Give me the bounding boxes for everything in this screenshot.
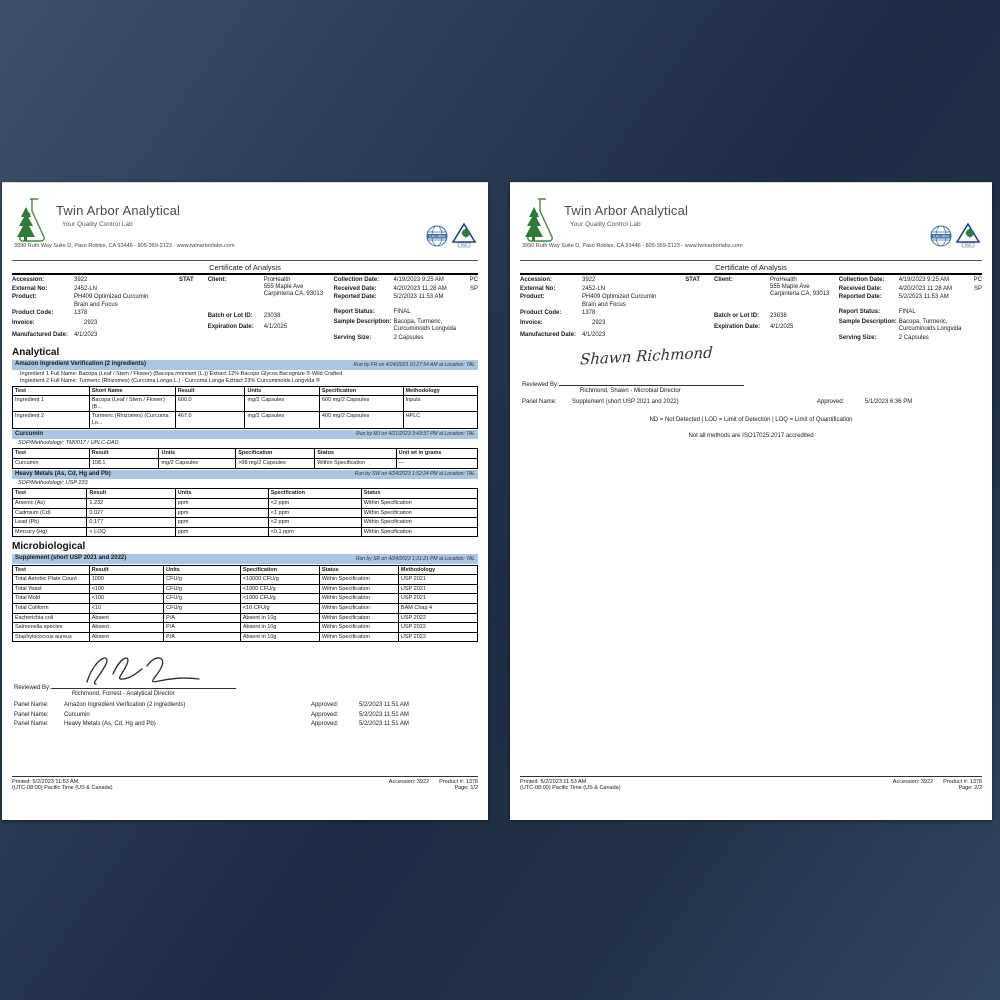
expiration-date-label: Expiration Date: — [714, 323, 761, 330]
report-status-label: Report Status: — [333, 308, 375, 315]
reported-date-value: 5/2/2023 11:53 AM — [898, 294, 949, 301]
table-cell: <1 ppm — [268, 508, 361, 518]
table-cell: Within Specification — [361, 518, 477, 528]
review-block — [12, 648, 478, 700]
page-footer — [12, 776, 478, 792]
page-number: Page: 1/2 — [454, 785, 478, 792]
heavy-metals-run-info: Run by SW on 4/24/2023 1:52:24 PM at Location: TAL — [354, 471, 475, 478]
reviewer-name-title: Richmond, Shawn - Microbial Director — [580, 388, 681, 395]
column-header: Test — [13, 565, 90, 575]
table-cell: 600 mg/2 Capsules — [319, 396, 403, 412]
supplement-title: Supplement (short USP 2021 and 2022) — [15, 555, 127, 562]
product-value: PH409 Optimized Curcumin Brain and Focus — [582, 294, 657, 308]
manufactured-date-label: Manufactured Date: — [12, 331, 69, 338]
external-no-value: 2452-LN — [74, 285, 98, 292]
panel-name-label: Panel Name: — [14, 720, 49, 727]
table-cell: Arsenic (As) — [13, 499, 87, 509]
supplement-table — [12, 565, 478, 643]
page-footer — [520, 776, 982, 792]
panel-name-label: Panel Name: — [14, 702, 49, 709]
microbiological-heading: Microbiological — [12, 541, 86, 553]
external-no-label: External No: — [12, 285, 48, 292]
collection-date-value: 4/19/2023 9:25 AM — [393, 277, 444, 283]
table-cell: 400 mg/2 Capsules — [319, 412, 403, 428]
table-cell: P/A — [164, 623, 241, 633]
page-header — [520, 197, 982, 259]
client-label: Client: — [207, 277, 227, 283]
approved-datetime: 5/2/2023 11:51 AM — [358, 720, 409, 727]
table-cell: <2 ppm — [268, 518, 361, 528]
table-cell: Ingredient 2 — [13, 412, 90, 428]
ingredient-1-full-name: Ingredient 1 Full Name: Bacopa (Leaf / Stem / Flower) (Bacopa monnieri (L.)) Extract 12% Bacopa Glycos Bacognize ® Wild Crafted — [20, 370, 343, 377]
batch-lot-value: 23038 — [263, 312, 281, 319]
table-cell: <100 — [89, 584, 163, 594]
table-row — [13, 613, 478, 623]
collection-flag: PC — [469, 277, 478, 283]
company-name: Twin Arbor Analytical — [56, 203, 181, 218]
column-header: Status — [319, 565, 398, 575]
footer-product: Product #: 1378 — [439, 778, 478, 785]
company-tagline: Your Quality Control Lab — [570, 220, 641, 228]
approved-label: Approved: — [310, 702, 339, 709]
table-cell: mg/2 Capsules — [159, 459, 236, 469]
invoice-label: Invoice: — [12, 320, 35, 327]
table-cell: <10 CFU/g — [240, 603, 319, 613]
results-table — [12, 448, 478, 468]
manufactured-date-value: 4/1/2023 — [582, 331, 606, 338]
analytical-heading: Analytical — [12, 347, 60, 359]
table-row — [13, 412, 478, 428]
table-cell: Within Specification — [361, 527, 477, 537]
collection-flag: PC — [973, 277, 982, 283]
table-header-row — [13, 565, 478, 575]
company-address: 3990 Ruth Way Suite D, Paso Robles, CA 93446 - 805-369-2123 - www.twinarborlabs.com — [14, 243, 235, 249]
certificate-page-1 — [2, 182, 488, 820]
table-cell: Mercury (Hg) — [13, 527, 87, 537]
table-cell: Within Specification — [319, 632, 398, 642]
panel-name-value: Heavy Metals (As, Cd, Hg and Pb) — [64, 720, 156, 727]
certificate-title: Certificate of Analysis — [209, 262, 281, 272]
table-row — [13, 632, 478, 642]
supplement-bar — [12, 554, 478, 563]
panel-name-label: Panel Name: — [14, 711, 49, 718]
reported-date-value: 5/2/2023 11:53 AM — [393, 294, 444, 301]
table-cell: Within Specification — [361, 508, 477, 518]
table-cell: <1000 CFU/g — [240, 594, 319, 604]
table-row — [13, 575, 478, 585]
product-code-value: 1378 — [582, 310, 596, 317]
table-cell: Cadmium (Cd) — [13, 508, 87, 518]
panel-approval-row — [520, 399, 982, 406]
table-row — [13, 584, 478, 594]
column-header: Unit wt in grams — [396, 449, 477, 459]
ilac-mra-logo-icon — [426, 225, 448, 250]
footnotes — [520, 417, 982, 440]
accession-value: 3922 — [582, 277, 596, 283]
table-cell: USP 2022 — [398, 613, 477, 623]
table-row — [13, 396, 478, 412]
reported-date-label: Reported Date: — [333, 294, 377, 301]
accession-label: Accession: — [12, 277, 45, 283]
table-row — [13, 459, 478, 469]
table-cell: <10 — [89, 603, 163, 613]
column-header: Units — [245, 386, 319, 396]
approved-label: Approved: — [816, 399, 845, 406]
product-value: PH409 Optimized Curcumin Brain and Focus — [74, 294, 149, 308]
column-header: Units — [159, 449, 236, 459]
flask-tree-logo-icon — [14, 197, 52, 246]
footer-accession: Accession: 3922 — [892, 778, 934, 785]
column-header: Specification — [268, 489, 361, 499]
table-cell: ppm — [175, 527, 268, 537]
curcumin-sop: SOP/Methodology: TM0017 / UPLC-DAD — [18, 439, 119, 446]
timezone: (UTC-08:00) Pacific Time (US & Canada) — [520, 785, 621, 792]
table-cell: Lead (Pb) — [13, 518, 87, 528]
table-cell: Within Specification — [361, 499, 477, 509]
panel-name-value: Curcumin — [64, 711, 90, 718]
table-cell: Total Yeast — [13, 584, 90, 594]
table-cell: Absent in 10g — [240, 613, 319, 623]
table-cell: Absent in 10g — [240, 623, 319, 633]
received-date-value: 4/20/2023 11:28 AM — [898, 285, 953, 292]
table-cell: <100 — [89, 594, 163, 604]
curcumin-table — [12, 448, 478, 468]
company-tagline: Your Quality Control Lab — [62, 220, 133, 228]
table-cell: >98 mg/2 Capsules — [236, 459, 315, 469]
collection-date-value: 4/19/2023 9:25 AM — [898, 277, 950, 283]
table-header-row — [13, 386, 478, 396]
curcumin-bar — [12, 430, 478, 439]
column-header: Test — [13, 386, 90, 396]
table-cell: CFU/g — [164, 575, 241, 585]
product-code-label: Product Code: — [520, 310, 562, 317]
expiration-date-value: 4/1/2025 — [770, 323, 794, 330]
table-row — [13, 527, 478, 537]
approved-datetime: 5/2/2023 11:51 AM — [358, 702, 409, 709]
table-cell: 467.0 — [175, 412, 245, 428]
table-cell: Within Specification — [319, 603, 398, 613]
reported-date-label: Reported Date: — [838, 294, 882, 301]
heavy-metals-table — [12, 488, 478, 537]
heavy-metals-sop: SOP/Methodology: USP 233 — [18, 479, 88, 486]
table-row — [13, 518, 478, 528]
stat-flag: STAT — [178, 277, 194, 283]
table-cell: Within Specification — [315, 459, 396, 469]
ilac-mra-logo-icon — [930, 225, 952, 250]
table-cell: 0.177 — [87, 518, 175, 528]
column-header: Test — [13, 449, 90, 459]
table-cell: --- — [396, 459, 477, 469]
review-block — [520, 345, 982, 397]
table-cell: Absent — [89, 613, 163, 623]
table-cell: Inputs — [403, 396, 477, 412]
manufactured-date-value: 4/1/2023 — [74, 331, 98, 338]
table-row — [13, 623, 478, 633]
table-cell: Within Specification — [319, 623, 398, 633]
approved-datetime: 5/1/2023 6:36 PM — [864, 399, 913, 406]
table-row — [13, 508, 478, 518]
invoice-value: 2923 — [84, 320, 98, 327]
table-cell: Within Specification — [319, 613, 398, 623]
table-cell: <2 ppm — [268, 499, 361, 509]
sample-info-block — [12, 275, 478, 343]
column-header: Result — [89, 565, 163, 575]
certificate-title: Certificate of Analysis — [715, 262, 787, 272]
table-cell: HPLC — [403, 412, 477, 428]
panel-approval-row — [12, 712, 478, 719]
table-cell: USP 2022 — [398, 623, 477, 633]
approved-label: Approved: — [310, 720, 339, 727]
batch-lot-label: Batch or Lot ID: — [207, 312, 253, 319]
column-header: Specification — [319, 386, 403, 396]
external-no-value: 2452-LN — [582, 285, 606, 292]
column-header: Status — [315, 449, 396, 459]
serving-size-value: 2 Capsules — [393, 334, 424, 341]
panel-name-value: Amazon Ingredient Verification (2 ingredients) — [64, 702, 186, 709]
table-cell: Within Specification — [319, 594, 398, 604]
supplement-run-info: Run by SR on 4/24/2023 1:31:21 PM at Location: TAL — [355, 555, 475, 562]
amazon-verification-table — [12, 386, 478, 429]
received-date-label: Received Date: — [838, 285, 882, 292]
heavy-metals-bar — [12, 470, 478, 479]
batch-lot-label: Batch or Lot ID: — [714, 312, 760, 319]
received-date-value: 4/20/2023 11:28 AM — [393, 285, 447, 292]
column-header: Short Name — [89, 386, 175, 396]
table-cell: Turmeric (Rhizomes) (Curcuma Lo... — [89, 412, 175, 428]
pjla-logo-icon — [956, 223, 980, 252]
table-cell: mg/2 Capsules — [245, 412, 319, 428]
table-cell: 108.1 — [89, 459, 159, 469]
table-cell: Escherichia coli — [13, 613, 90, 623]
table-cell: USP 2021 — [398, 594, 477, 604]
footer-accession: Accession: 3922 — [388, 778, 430, 785]
table-row — [13, 499, 478, 509]
batch-lot-value: 23038 — [770, 312, 787, 319]
svg-text:PJLA: PJLA — [964, 244, 972, 248]
printed-timestamp: Printed: 5/2/2023 11:53 AM — [12, 778, 79, 785]
column-header: Methodology — [398, 565, 477, 575]
product-code-value: 1378 — [74, 310, 88, 317]
table-cell: <0.1 ppm — [268, 527, 361, 537]
serving-size-value: 2 Capsules — [898, 334, 929, 341]
page-number: Page: 2/2 — [958, 785, 982, 792]
table-cell: 1000 — [89, 575, 163, 585]
stat-flag: STAT — [685, 277, 701, 283]
company-name: Twin Arbor Analytical — [564, 203, 689, 218]
table-cell: ppm — [175, 499, 268, 509]
table-cell: Curcumin — [13, 459, 90, 469]
received-flag: SP — [469, 285, 478, 292]
table-cell: 1.232 — [87, 499, 175, 509]
report-status-label: Report Status: — [838, 308, 881, 315]
panel-approval-row — [12, 702, 478, 709]
column-header: Test — [13, 489, 87, 499]
report-status-value: FINAL — [898, 308, 916, 315]
column-header: Result — [87, 489, 175, 499]
ingredient-2-full-name: Ingredient 2 Full Name: Turmeric (Rhizomes) (Curcuma Longa L.) - Curcuma Longa Extract 23% Curcuminoids Longvida ® — [20, 378, 320, 385]
table-cell: CFU/g — [164, 603, 241, 613]
table-header-row — [13, 449, 478, 459]
company-address: 3990 Ruth Way Suite D, Paso Robles, CA 93446 - 805-369-2123 - www.twinarborlabs.com — [522, 243, 743, 249]
table-cell: Salmonella species — [13, 623, 90, 633]
table-cell: ppm — [175, 518, 268, 528]
footer-product: Product #: 1378 — [943, 778, 982, 785]
microbial-director-signature: Shawn Richmond — [579, 343, 714, 369]
table-row — [13, 594, 478, 604]
table-cell: 0.027 — [87, 508, 175, 518]
expiration-date-value: 4/1/2025 — [263, 323, 288, 330]
table-cell: P/A — [164, 632, 241, 642]
table-cell: ppm — [175, 508, 268, 518]
received-date-label: Received Date: — [333, 285, 377, 292]
column-header: Units — [175, 489, 268, 499]
invoice-value: 2923 — [592, 320, 606, 327]
sample-info-block — [520, 275, 982, 343]
report-status-value: FINAL — [393, 308, 411, 315]
client-value: ProHealth 555 Maple Ave Carpinteria CA, 93013 — [770, 277, 830, 298]
table-cell: < LOQ — [87, 527, 175, 537]
results-table — [12, 565, 478, 643]
invoice-label: Invoice: — [520, 320, 543, 327]
curcumin-run-info: Run by MJ on 4/21/2023 3:43:37 PM at Location: TAL — [356, 431, 475, 438]
serving-size-label: Serving Size: — [838, 334, 877, 341]
reviewer-name-title: Richmond, Forrest - Analytical Director — [72, 691, 175, 698]
table-cell: Ingredient 1 — [13, 396, 90, 412]
abbreviation-legend: ND = Not Detected | LOD = Limit of Detection | LOQ = Limit of Quantification — [649, 416, 853, 423]
table-cell: Within Specification — [319, 575, 398, 585]
client-value: ProHealth 555 Maple Ave Carpinteria CA, 93013 — [263, 277, 324, 298]
printed-timestamp: Printed: 5/2/2023 11:53 AM — [520, 778, 587, 785]
results-table — [12, 488, 478, 537]
timezone: (UTC-08:00) Pacific Time (US & Canada) — [12, 785, 113, 792]
panel-name-value: Supplement (short USP 2021 and 2022) — [572, 399, 679, 406]
table-cell: Total Mold — [13, 594, 90, 604]
column-header: Specification — [240, 565, 319, 575]
accession-label: Accession: — [520, 277, 553, 283]
expiration-date-label: Expiration Date: — [207, 323, 254, 330]
column-header: Specification — [236, 449, 315, 459]
column-header: Units — [164, 565, 241, 575]
approved-datetime: 5/2/2023 11:51 AM — [358, 711, 409, 718]
table-cell: USP 2021 — [398, 584, 477, 594]
sample-description-value: Bacopa, Turmeric, Curcuminoids Longvida — [898, 318, 962, 332]
column-header: Methodology — [403, 386, 477, 396]
collection-date-label: Collection Date: — [838, 277, 885, 283]
table-cell: <1000 CFU/g — [240, 584, 319, 594]
reviewed-by-label: Reviewed By: — [522, 382, 559, 389]
curcumin-title: Curcumin — [15, 430, 44, 437]
product-label: Product: — [12, 294, 37, 301]
certificate-page-2 — [510, 182, 992, 820]
sample-description-label: Sample Description: — [333, 318, 392, 325]
table-header-row — [13, 489, 478, 499]
amazon-run-info: Run by FR on 4/24/2023 10:27:54 AM at Location: TAL — [353, 361, 475, 368]
column-header: Result — [175, 386, 245, 396]
collection-date-label: Collection Date: — [333, 277, 380, 283]
table-cell: Within Specification — [319, 584, 398, 594]
reviewed-by-label: Reviewed By: — [14, 685, 51, 692]
product-code-label: Product Code: — [12, 310, 54, 317]
table-cell: Absent — [89, 632, 163, 642]
svg-text:ILAC-MRA: ILAC-MRA — [932, 234, 950, 239]
svg-text:ILAC-MRA: ILAC-MRA — [428, 234, 446, 239]
table-cell: Bacopa (Leaf / Stem / Flower) (B... — [89, 396, 175, 412]
table-cell: CFU/g — [164, 594, 241, 604]
table-cell: Staphylococcus aureus — [13, 632, 90, 642]
svg-text:PJLA: PJLA — [460, 244, 468, 248]
column-header: Status — [361, 489, 477, 499]
pjla-logo-icon — [452, 223, 476, 252]
panel-name-label: Panel Name: — [522, 399, 557, 406]
external-no-label: External No: — [520, 285, 556, 292]
table-cell: mg/2 Capsules — [245, 396, 319, 412]
received-flag: SP — [973, 285, 982, 292]
table-cell: CFU/g — [164, 584, 241, 594]
product-label: Product: — [520, 294, 545, 301]
sample-description-label: Sample Description: — [838, 318, 897, 325]
table-cell: Absent in 10g — [240, 632, 319, 642]
amazon-verification-title: Amazon Ingredient Verification (2 ingredients) — [15, 361, 147, 368]
sample-description-value: Bacopa, Turmeric, Curcuminoids Longvida — [393, 318, 457, 332]
accession-value: 3922 — [74, 277, 88, 283]
client-label: Client: — [714, 277, 733, 283]
page-header — [12, 197, 478, 259]
panel-approval-row — [12, 721, 478, 728]
table-cell: BAM Chap 4 — [398, 603, 477, 613]
table-cell: <10000 CFU/g — [240, 575, 319, 585]
manufactured-date-label: Manufactured Date: — [520, 331, 577, 338]
approved-label: Approved: — [310, 711, 339, 718]
serving-size-label: Serving Size: — [333, 334, 372, 341]
table-cell: USP 2022 — [398, 632, 477, 642]
flask-tree-logo-icon — [522, 197, 560, 246]
accreditation-note: Not all methods are ISO17025:2017 accredited — [688, 432, 814, 439]
table-row — [13, 603, 478, 613]
table-cell: 600.0 — [175, 396, 245, 412]
table-cell: USP 2021 — [398, 575, 477, 585]
table-cell: P/A — [164, 613, 241, 623]
heavy-metals-title: Heavy Metals (As, Cd, Hg and Pb) — [15, 470, 111, 477]
column-header: Result — [89, 449, 159, 459]
signature-line — [51, 682, 236, 689]
amazon-verification-bar — [12, 360, 478, 369]
signature-line — [559, 379, 744, 386]
table-cell: Absent — [89, 623, 163, 633]
results-table — [12, 386, 478, 429]
table-cell: Total Aerobic Plate Count — [13, 575, 90, 585]
table-cell: Total Coliform — [13, 603, 90, 613]
